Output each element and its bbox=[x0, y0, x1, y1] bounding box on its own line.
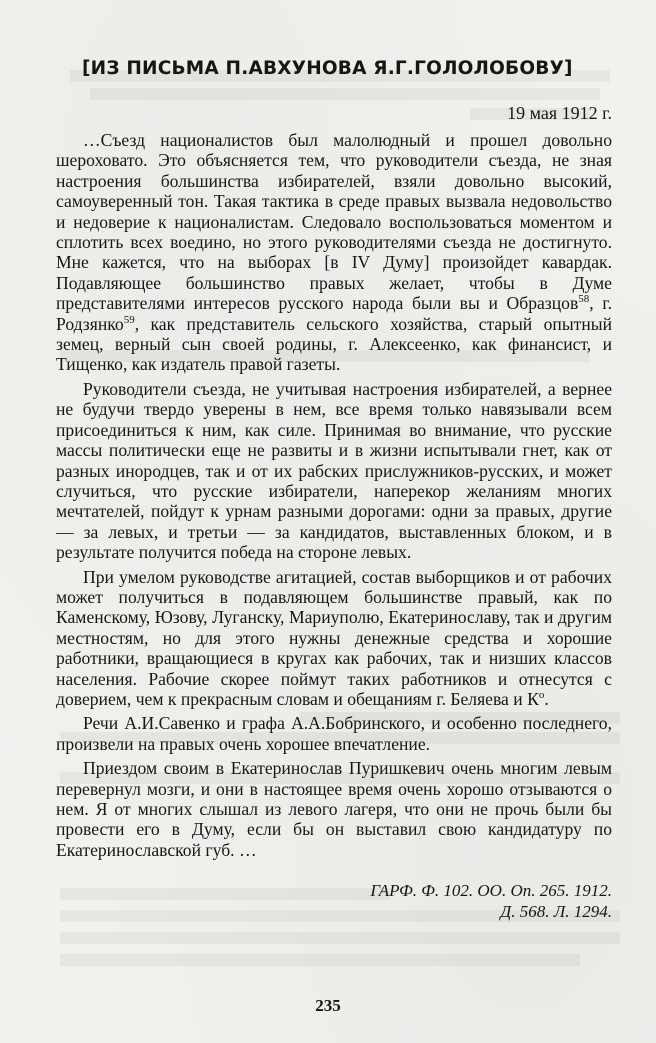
paragraph-4: Речи А.И.Савенко и графа А.А.Бобринского, и особенно последнего, произвели на правых очень хорошее впечатление. bbox=[56, 713, 612, 754]
paragraph-3 bbox=[56, 567, 612, 710]
footnote-ref-59: 59 bbox=[123, 313, 135, 326]
paragraph-5: Приездом своим в Екатеринослав Пуришкевич очень многим левым перевернул мозги, и они в настоящее время очень хорошо отзываются о нем. Я от многих слышал из левого лагеря, что они не прочь были бы провести его в Думу, если бы он выставил свою кандидатуру по Екатеринославской губ. … bbox=[56, 758, 612, 860]
letter-date: 19 мая 1912 г. bbox=[507, 103, 612, 123]
page-number: 235 bbox=[315, 996, 341, 1015]
archive-source bbox=[370, 880, 612, 922]
paragraph-1-text-b: , г. Родзянко bbox=[56, 293, 612, 334]
superscript-o: о bbox=[538, 689, 545, 702]
paragraph-3-text: При умелом руководстве агитацией, состав выборщиков и от рабочих может получиться в подавляющем большинстве правый, как по Каменскому, Юзову, Луганску, Мариуполю, Екатеринославу, так и другим местностям, но для этого нужны денежные средства и хорошие работники, вращающиеся в кругах как рабочих, так и низших классов населения. Рабочие скорее поймут таких работников и отнесутся с доверием, чем к прекрасным словам и обещаниям г. Беляева и К bbox=[56, 566, 612, 709]
paragraph-1 bbox=[56, 130, 612, 375]
paragraph-3-tail: . bbox=[544, 688, 549, 709]
footnote-ref-58: 58 bbox=[578, 293, 590, 306]
paragraph-1-text-a: …Съезд националистов был малолюдный и прошел довольно шероховато. Это объясняется тем, что руководители съезда, не зная настроения большинства избирателей, взяли довольно высокий, самоуверенный тон. Такая тактика в среде правых вызвала недовольство и недоверие к националистам. Следовало воспользоваться моментом и сплотить всех воедино, но этого руководителями съезда не достигнуто. Мне кажется, что на выборах [в IV Думу] произойдет кавардак. Подавляющее большинство правых желает, чтобы в Думе представителями интересов русского народа были вы и Образцов bbox=[56, 130, 612, 314]
archive-source-line-2: Д. 568. Л. 1294. bbox=[500, 902, 612, 921]
letter-body bbox=[56, 130, 612, 864]
paragraph-1-text-c: , как представитель сельского хозяйства, старый опытный земец, верный сын своей родины, г. Алексеенко, как финансист, и Тищенко, как издатель правой газеты. bbox=[56, 313, 612, 375]
archive-source-line-1: ГАРФ. Ф. 102. ОО. Оп. 265. 1912. bbox=[370, 881, 612, 900]
page-title: [ИЗ ПИСЬМА П.АВХУНОВА Я.Г.ГОЛОЛОБОВУ] bbox=[82, 58, 573, 79]
paragraph-2: Руководители съезда, не учитывая настроения избирателей, а вернее не будучи твердо уверены в нем, все время только навязывали всем присоединиться к ним, как силе. Принимая во внимание, что русские массы политически еще не развиты и в жизни испытывали гнет, как от разных инородцев, так и от их рабских прислужников-русских, и может случиться, что русские избиратели, наперекор желаниям многих мечтателей, пойдут к урнам разными дорогами: одни за правых, другие — за левых, и третьи — за кандидатов, выставленных блоком, и в результате получится победа на стороне левых. bbox=[56, 378, 612, 563]
